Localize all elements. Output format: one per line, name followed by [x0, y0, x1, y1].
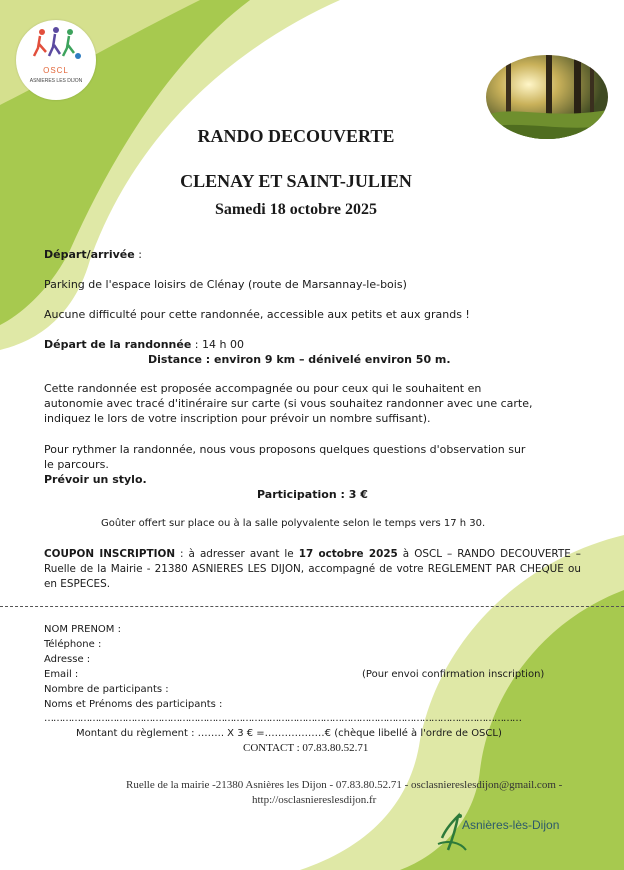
- depart-label: Départ/arrivée: [44, 248, 135, 261]
- athletes-icon: [16, 20, 96, 66]
- coupon-title: COUPON INSCRIPTION: [44, 548, 176, 560]
- rhythm-line-1: Pour rythmer la randonnée, nous vous proposons quelques questions d'observation sur: [44, 443, 526, 456]
- snack-text: Goûter offert sur place ou à la salle polyvalente selon le temps vers 17 h 30.: [101, 518, 486, 529]
- desc-line-1: Cette randonnée est proposée accompagnée ou pour ceux qui le souhaitent en: [44, 382, 482, 395]
- difficulty-text: Aucune difficulté pour cette randonnée, accessible aux petits et aux grands !: [44, 308, 470, 321]
- rhythm-line-2: le parcours.: [44, 458, 109, 471]
- footer-website[interactable]: http://osclasniereslesdijon.fr: [252, 794, 377, 806]
- pencil-note: Prévoir un stylo.: [44, 473, 147, 486]
- event-place: CLENAY ET SAINT-JULIEN: [180, 171, 412, 191]
- contact-text: CONTACT : 07.83.80.52.71: [243, 742, 369, 754]
- start-line: [44, 338, 244, 351]
- page-title: RANDO DECOUVERTE: [197, 126, 395, 146]
- cut-line: [0, 606, 624, 607]
- desc-line-3: indiquez le lors de votre inscription pour prévoir un nombre suffisant).: [44, 412, 431, 425]
- coupon-deadline: 17 octobre 2025: [298, 548, 398, 560]
- email-note: (Pour envoi confirmation inscription): [362, 669, 545, 680]
- form-participant-names-field[interactable]: Noms et Prénoms des participants :: [44, 699, 223, 710]
- form-participants-field[interactable]: Nombre de participants :: [44, 684, 169, 695]
- form-phone-field[interactable]: Téléphone :: [44, 639, 102, 650]
- form-address-field[interactable]: Adresse :: [44, 654, 91, 665]
- depart-line: [44, 248, 142, 261]
- coupon-text-1: : à adresser avant le: [175, 548, 299, 560]
- start-value: : 14 h 00: [191, 338, 244, 351]
- form-name-field[interactable]: NOM PRENOM :: [44, 624, 121, 635]
- event-date: Samedi 18 octobre 2025: [215, 201, 377, 218]
- start-label: Départ de la randonnée: [44, 338, 192, 351]
- logo-subtitle: ASNIERES LES DIJON: [29, 78, 83, 84]
- coupon-paragraph: [44, 547, 581, 592]
- town-logo-text: Asnières-lès-Dijon: [462, 818, 560, 832]
- form-amount-field[interactable]: Montant du règlement : …….. X 3 € =………………€ (chèque libellé à l'ordre de OSCL): [76, 728, 502, 739]
- parking-text: Parking de l'espace loisirs de Clénay (route de Marsannay-le-bois): [44, 278, 407, 291]
- form-email-field[interactable]: Email :: [44, 669, 79, 680]
- desc-line-2: autonomie avec tracé d'itinéraire sur carte (si vous souhaitez randonner avec une carte,: [44, 397, 533, 410]
- town-logo: [436, 810, 566, 858]
- logo-name: OSCL: [43, 66, 69, 75]
- participation-text: Participation : 3 €: [257, 488, 368, 501]
- coupon-text-2: à OSCL – RANDO DECOUVERTE – Ruelle de la Mairie - 21380 ASNIERES LES DIJON, accompagné de votre REGLEMENT PAR CHEQUE ou en ESPECES.: [44, 548, 581, 590]
- depart-suffix: :: [134, 248, 142, 261]
- form-dotted-line[interactable]: ……………………………………………………………………………………………………………………………………………: [44, 713, 521, 724]
- distance-text: Distance : environ 9 km – dénivelé environ 50 m.: [148, 353, 451, 366]
- oscl-logo: [16, 20, 96, 100]
- footer-address: Ruelle de la mairie -21380 Asnières les Dijon - 07.83.80.52.71 - osclasniereslesdijon@gmail.com -: [126, 779, 563, 791]
